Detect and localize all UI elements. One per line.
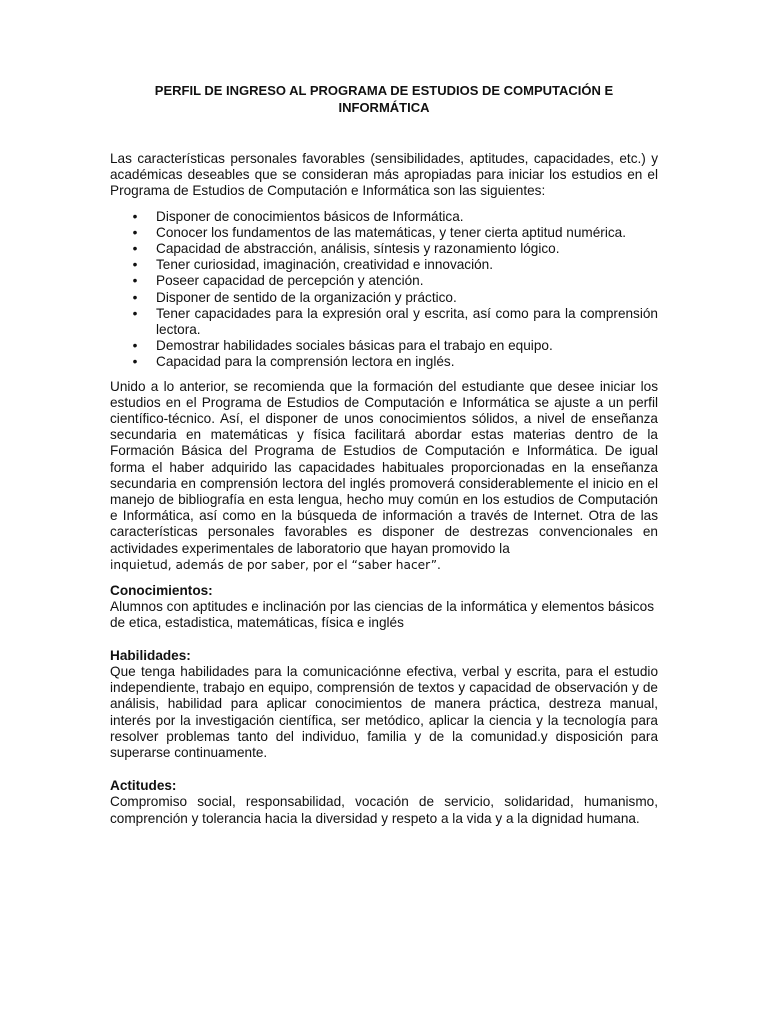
list-item-text: Tener capacidades para la expresión oral y escrita, así como para la comprensión lectora.: [156, 305, 658, 338]
section-heading: Habilidades:: [110, 647, 191, 663]
bullet-icon: •: [132, 273, 138, 289]
section-skills: [110, 648, 658, 761]
document-page: [110, 82, 658, 827]
section-heading: Conocimientos:: [110, 583, 213, 599]
profile-paragraph-tail: inquietud, además de por saber, por el “saber hacer”.: [110, 557, 441, 572]
section-heading: Actitudes:: [110, 778, 177, 794]
section-knowledge: [110, 583, 658, 632]
bullet-icon: •: [132, 208, 138, 224]
list-item-text: Capacidad para la comprensión lectora en inglés.: [156, 354, 455, 370]
list-item: [110, 338, 658, 354]
document-title: PERFIL DE INGRESO AL PROGRAMA DE ESTUDIOS DE COMPUTACIÓN E INFORMÁTICA: [154, 83, 614, 115]
list-item: [110, 354, 658, 370]
list-item-text: Disponer de sentido de la organización y práctico.: [156, 289, 457, 305]
list-item-text: Tener curiosidad, imaginación, creatividad e innovación.: [156, 257, 494, 273]
requirements-list: [110, 209, 658, 371]
list-item: [110, 257, 658, 273]
list-item: [110, 209, 658, 225]
bullet-icon: •: [132, 338, 138, 354]
list-item: [110, 225, 658, 241]
bullet-icon: •: [132, 289, 138, 305]
list-item-text: Conocer los fundamentos de las matemáticas, y tener cierta aptitud numérica.: [156, 224, 626, 240]
section-attitudes: [110, 778, 658, 827]
bullet-icon: •: [132, 224, 138, 240]
list-item-text: Capacidad de abstracción, análisis, síntesis y razonamiento lógico.: [156, 241, 560, 257]
section-body: Que tenga habilidades para la comunicaciónne efectiva, verbal y escrita, para el estudio independiente, trabajo en equipo, comprensión de textos y capacidad de observación y de análisis, habilidad para aplicar conocimientos de manera práctica, destreza manual, interés por la investigación científica, ser metódico, aplicar la ciencia y la tecnología para resolver problemas tanto del individuo, familia y de la comunidad.y disposición para superarse continuamente.: [110, 663, 658, 760]
list-item-text: Disponer de conocimientos básicos de Informática.: [156, 208, 464, 224]
bullet-icon: •: [132, 305, 138, 321]
bullet-icon: •: [132, 241, 138, 257]
list-item: [110, 306, 658, 338]
list-item: [110, 290, 658, 306]
bullet-icon: •: [132, 354, 138, 370]
profile-paragraph-main: Unido a lo anterior, se recomienda que la formación del estudiante que desee iniciar los estudios en el Programa de Estudios de Computación e Informática se ajuste a un perfil científico-técnico. Así, el disponer de unos conocimientos sólidos, a nivel de enseñanza secundaria en matemáticas y física facilitará abordar estas materias dentro de la Formación Básica del Programa de Estudios de Computación e Informática. De igual forma el haber adquirido las capacidades habituales proporcionadas en la enseñanza secundaria en comprensión lectora del inglés promoverá considerablemente el inicio en el manejo de bibliografía en esta lengua, hecho muy común en los estudios de Computación e Informática, así como en la búsqueda de información a través de Internet. Otra de las características personales favorables es disponer de destrezas convencionales en actividades experimentales de laboratorio que hayan promovido la: [110, 378, 658, 556]
list-item-text: Demostrar habilidades sociales básicas para el trabajo en equipo.: [156, 338, 553, 354]
section-body: Alumnos con aptitudes e inclinación por las ciencias de la informática y elementos básicos de etica, estadistica, matemáticas, física e inglés: [110, 599, 655, 631]
list-item-text: Poseer capacidad de percepción y atención.: [156, 273, 424, 289]
intro-paragraph: Las características personales favorables (sensibilidades, aptitudes, capacidades, etc.) y académicas deseables que se consideran más apropiadas para iniciar los estudios en el Programa de Estudios de Computación e Informática son las siguientes:: [110, 151, 658, 199]
list-item: [110, 273, 658, 289]
profile-paragraph: [110, 379, 658, 573]
list-item: [110, 241, 658, 257]
bullet-icon: •: [132, 257, 138, 273]
section-body: Compromiso social, responsabilidad, vocación de servicio, solidaridad, humanismo, comprención y tolerancia hacia la diversidad y respeto a la vida y a la dignidad humana.: [110, 794, 658, 826]
